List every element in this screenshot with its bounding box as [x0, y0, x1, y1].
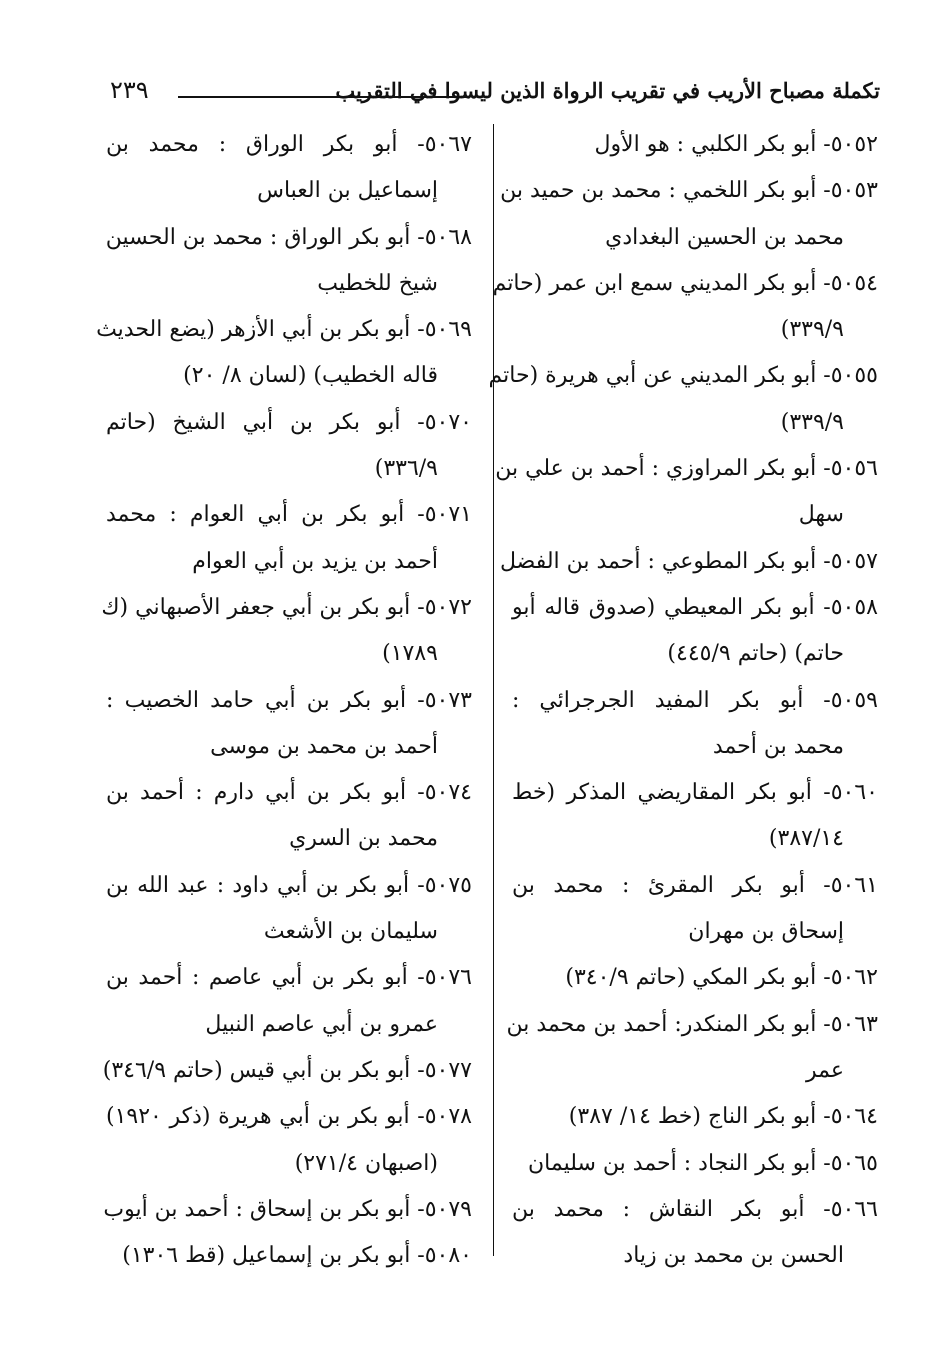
entry-continuation: محمد بن أحمد: [712, 733, 844, 759]
entry: [106, 1233, 472, 1279]
entry: [495, 446, 878, 539]
entry: [512, 585, 878, 678]
entry: [102, 1048, 472, 1094]
entry: [106, 863, 472, 956]
entry: [96, 307, 472, 400]
right-column: [488, 122, 878, 1279]
entry-line: ٥٠٦٠- أبو بكر المقاريضي المذكر (خط: [512, 780, 878, 806]
entry: [512, 1187, 878, 1280]
entry-line: ٥٠٦٤- أبو بكر الناج (خط ١٤/ ٣٨٧): [568, 1104, 878, 1130]
entry: [506, 1002, 878, 1095]
entry-line: ٥٠٥٣- أبو بكر اللخمي : محمد بن حميد بن: [500, 178, 878, 204]
entry-line: ٥٠٦١- أبو بكر المقرئ : محمد بن: [512, 872, 878, 898]
entry: [106, 955, 472, 1048]
entry: [492, 261, 878, 354]
entry-line: ٥٠٧٦- أبو بكر بن أبي عاصم : أحمد بن: [106, 965, 472, 991]
entry-line: ٥٠٥٢- أبو بكر الكلبي : هو الأول: [594, 132, 878, 157]
entry-line: ٥٠٥٧- أبو بكر المطوعي : أحمد بن الفضل: [499, 548, 878, 574]
entry: [106, 678, 472, 771]
entry-continuation: ٣٨٧/١٤): [768, 826, 844, 852]
entry-continuation: عمرو بن أبي عاصم النبيل: [205, 1011, 438, 1037]
entry: [512, 863, 878, 956]
entry: [488, 353, 878, 446]
entry: [499, 539, 878, 585]
entry-continuation: ١٧٨٩): [382, 641, 438, 667]
entry-line: ٥٠٦٣- أبو بكر المنكدر: أحمد بن محمد بن: [506, 1011, 878, 1037]
entry: [103, 1187, 472, 1233]
entry-line: ٥٠٨٠- أبو بكر بن إسماعيل (قط ١٣٠٦): [122, 1243, 472, 1269]
header-rule: [178, 96, 468, 98]
page-number: ٢٣٩: [110, 76, 149, 104]
entry-continuation: ٣٣٩/٩): [780, 317, 844, 343]
entry: [512, 1094, 878, 1140]
entry-line: ٥٠٦٦- أبو بكر النقاش : محمد بن: [512, 1196, 878, 1222]
entry-line: ٥٠٥٨- أبو بكر المعيطي (صدوق قاله أبو: [512, 594, 878, 620]
entry-line: ٥٠٧٥- أبو بكر بن أبي داود : عبد الله بن: [106, 872, 472, 898]
entry: [106, 1094, 472, 1187]
entry-line: ٥٠٧٤- أبو بكر بن أبي دارم : أحمد بن: [106, 780, 472, 806]
entry-line: ٥٠٧٣- أبو بكر بن أبي حامد الخصيب :: [106, 687, 472, 713]
entry-continuation: سهل: [798, 502, 844, 528]
entry-continuation: ٣٣٩/٩): [780, 409, 844, 435]
entry-line: ٥٠٧٧- أبو بكر بن أبي قيس (حاتم ٣٤٦/٩): [102, 1057, 472, 1083]
entry: [106, 215, 472, 308]
entry-line: ٥٠٧٩- أبو بكر بن إسحاق : أحمد بن أيوب: [103, 1196, 472, 1222]
entry: [512, 122, 878, 168]
entry-line: ٥٠٥٩- أبو بكر المفيد الجرجرائي :: [512, 687, 878, 713]
entry-continuation: محمد بن الحسين البغدادي: [605, 224, 844, 250]
entry-line: ٥٠٦٥- أبو بكر النجاد : أحمد بن سليمان: [527, 1150, 878, 1176]
entry-line: ٥٠٥٥- أبو بكر المديني عن أبي هريرة (حاتم: [488, 363, 878, 389]
entry-line: ٥٠٦٢- أبو بكر المكي (حاتم ٣٤٠/٩): [565, 965, 878, 991]
entry: [512, 1141, 878, 1187]
entry-continuation: محمد بن السري: [289, 826, 438, 852]
entry-line: ٥٠٧١- أبو بكر بن أبي العوام : محمد: [106, 502, 472, 528]
entry-line: ٥٠٦٩- أبو بكر بن أبي الأزهر (يضع الحديث: [96, 317, 472, 343]
entry-line: ٥٠٦٨- أبو بكر الوراق : محمد بن الحسين: [105, 224, 472, 250]
entry-continuation: إسحاق بن مهران: [688, 919, 844, 945]
left-column: [96, 122, 472, 1279]
entry-continuation: إسماعيل بن العباس: [257, 178, 438, 204]
entry-continuation: شيخ للخطيب: [317, 270, 438, 296]
entry-continuation: الحسن بن محمد بن زياد: [623, 1243, 844, 1269]
entry: [106, 770, 472, 863]
entry: [512, 770, 878, 863]
entry-continuation: حاتم) (حاتم ٤٤٥/٩): [667, 641, 844, 667]
entry-continuation: أحمد بن محمد بن موسى: [210, 733, 438, 759]
entry-line: ٥٠٥٤- أبو بكر المديني سمع ابن عمر (حاتم: [492, 270, 878, 296]
entry: [512, 955, 878, 1001]
column-divider: [493, 124, 494, 1256]
entry-line: ٥٠٧٢- أبو بكر بن أبي جعفر الأصبهاني (ك: [101, 594, 472, 620]
entry-continuation: أحمد بن يزيد بن أبي العوام: [192, 548, 438, 574]
entry-line: ٥٠٧٠- أبو بكر بن أبي الشيخ (حاتم: [106, 409, 472, 435]
entry-continuation: سليمان بن الأشعث: [263, 919, 438, 945]
entry-continuation: (اصبهان ٢٧١/٤): [294, 1150, 438, 1176]
entry-continuation: عمر: [806, 1057, 844, 1083]
entry: [106, 492, 472, 585]
entry: [512, 678, 878, 771]
page-header: [100, 72, 880, 112]
entry: [106, 400, 472, 493]
entry-continuation: ٣٣٦/٩): [374, 456, 438, 482]
entry-line: ٥٠٦٧- أبو بكر الوراق : محمد بن: [106, 132, 472, 157]
entry-line: ٥٠٥٦- أبو بكر المراوزي : أحمد بن علي بن: [495, 456, 878, 482]
entry: [101, 585, 472, 678]
running-title: تكملة مصباح الأريب في تقريب الرواة الذين ليسوا في التقريب: [335, 78, 880, 103]
entry: [106, 122, 472, 215]
entry-continuation: قاله الخطيب) (لسان ٨/ ٢٠): [183, 363, 438, 389]
entry-line: ٥٠٧٨- أبو بكر بن أبي هريرة (ذكر ١٩٢٠): [106, 1104, 472, 1130]
entry: [500, 168, 878, 261]
